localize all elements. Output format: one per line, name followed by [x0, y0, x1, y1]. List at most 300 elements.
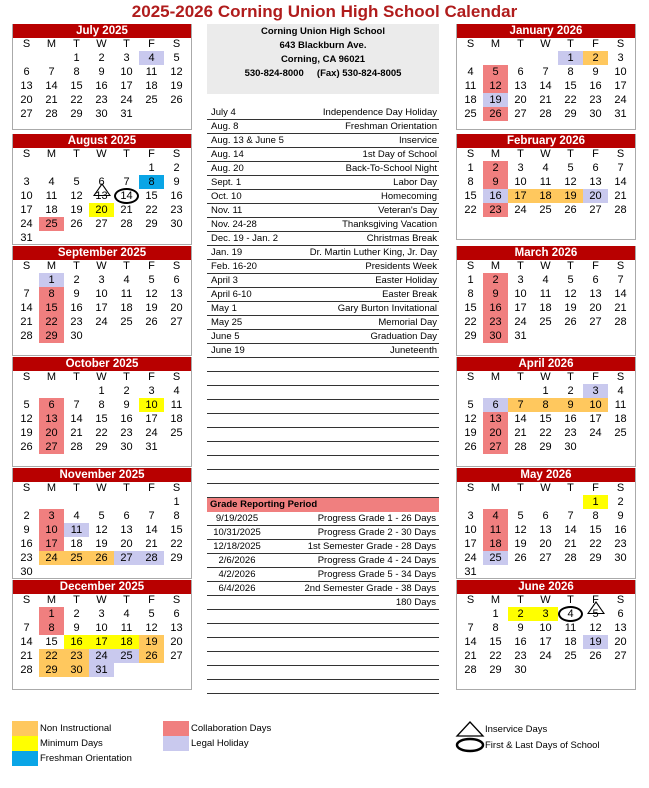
day-cell: 29	[539, 441, 552, 453]
week-row	[14, 649, 191, 663]
week-row	[14, 315, 191, 329]
event-date: Aug. 13 & June 5	[211, 135, 284, 146]
event-date: Aug. 8	[211, 121, 239, 132]
day-cell: 11	[145, 66, 158, 78]
day-cell: 4	[123, 274, 130, 286]
weekday-label: F	[592, 371, 599, 383]
grade-desc: Progress Grade 1 - 26 Days	[317, 513, 436, 524]
weekday-label: S	[616, 260, 625, 272]
day-cell: 11	[614, 399, 627, 411]
weekday-label: S	[22, 371, 31, 383]
weekday-label: S	[466, 38, 475, 50]
day-cell: 28	[614, 316, 627, 328]
event-name: Christmas Break	[366, 233, 437, 244]
day-cell: 26	[70, 218, 83, 230]
day-cell: 17	[95, 302, 108, 314]
event-row	[207, 120, 439, 134]
day-cell: 17	[464, 538, 477, 550]
day-cell: 13	[20, 80, 33, 92]
day-cell: 26	[89, 551, 114, 565]
day-cell: 14	[514, 413, 527, 425]
blank-line	[207, 666, 439, 680]
weekday-label: W	[96, 371, 107, 383]
event-date: April 3	[211, 275, 238, 286]
day-cell: 18	[533, 189, 558, 203]
weekday-label: T	[517, 482, 524, 494]
weekday-label: F	[592, 38, 599, 50]
week-row	[458, 107, 635, 121]
day-cell: 28	[539, 108, 552, 120]
week-row	[458, 79, 635, 93]
day-cell: 3	[583, 384, 608, 398]
blank-line	[207, 638, 439, 652]
day-cell: 22	[145, 204, 158, 216]
day-cell: 24	[145, 427, 158, 439]
day-cell: 8	[492, 622, 499, 634]
day-cell: 5	[467, 399, 474, 411]
day-cell: 1	[173, 496, 180, 508]
weekday-label: T	[567, 260, 574, 272]
event-date: Jan. 19	[211, 247, 243, 258]
day-cell: 21	[614, 190, 627, 202]
weekday-label: F	[592, 260, 599, 272]
blank-line	[207, 456, 439, 470]
day-cell: 23	[514, 650, 527, 662]
week-row	[458, 175, 635, 189]
weekday-row	[14, 371, 191, 384]
event-date: Oct. 10	[211, 191, 242, 202]
day-cell: 18	[120, 302, 133, 314]
day-cell: 7	[48, 66, 55, 78]
day-cell	[39, 161, 64, 175]
weekday-row	[458, 38, 635, 51]
week-row	[458, 51, 635, 65]
day-cell: 5	[517, 510, 524, 522]
day-cell: 26	[564, 204, 577, 216]
day-cell: 30	[20, 566, 33, 578]
day-cell: 8	[39, 621, 64, 635]
day-cell: 24	[514, 204, 527, 216]
day-cell: 30	[64, 663, 89, 677]
month-header: March 2026	[457, 246, 635, 260]
legend-first-last-days: First & Last Days of School	[455, 737, 600, 753]
event-name: Gary Burton Invitational	[337, 303, 437, 314]
week-row	[14, 537, 191, 551]
weekday-label: S	[172, 594, 181, 606]
month-header: September 2025	[13, 246, 191, 260]
day-cell: 16	[170, 190, 183, 202]
day-cell: 24	[539, 650, 552, 662]
week-row	[14, 161, 191, 175]
weekday-label: M	[46, 482, 57, 494]
day-cell: 12	[483, 79, 508, 93]
legend-inservice-days: Inservice Days	[455, 721, 547, 737]
weekday-label: S	[466, 594, 475, 606]
month-header: June 2026	[457, 580, 635, 594]
day-cell: 21	[45, 94, 58, 106]
month-header: May 2026	[457, 468, 635, 482]
weekday-label: T	[73, 260, 80, 272]
day-cell: 6	[173, 608, 180, 620]
weekday-label: S	[172, 260, 181, 272]
weekday-label: F	[148, 38, 155, 50]
weekday-row	[458, 594, 635, 607]
day-cell: 1	[148, 162, 155, 174]
day-cell	[89, 495, 114, 509]
day-cell: 14	[614, 288, 627, 300]
blank-line	[207, 680, 439, 694]
weekday-label: M	[46, 148, 57, 160]
day-cell: 11	[539, 176, 552, 188]
day-cell: 13	[120, 524, 133, 536]
day-cell: 12	[589, 622, 602, 634]
day-cell: 22	[39, 315, 64, 329]
day-cell: 11	[539, 288, 552, 300]
event-date: July 4	[211, 107, 236, 118]
day-cell: 7	[23, 622, 30, 634]
day-cell: 9	[617, 510, 624, 522]
day-cell: 8	[592, 510, 599, 522]
event-name: Thanksgiving Vacation	[342, 219, 437, 230]
weekday-label: S	[616, 594, 625, 606]
day-cell: 21	[120, 204, 133, 216]
grade-desc: 1st Semester Grade - 28 Days	[307, 541, 436, 552]
day-cell	[164, 231, 189, 245]
day-cell: 1	[467, 162, 474, 174]
event-name: Independence Day Holiday	[322, 107, 437, 118]
day-cell: 3	[123, 52, 130, 64]
day-cell: 31	[145, 441, 158, 453]
day-cell: 9	[98, 66, 105, 78]
day-cell: 23	[70, 316, 83, 328]
day-cell: 20	[170, 636, 183, 648]
day-cell: 27	[514, 108, 527, 120]
day-cell: 7	[73, 399, 80, 411]
day-cell: 29	[39, 329, 64, 343]
day-cell: 9	[483, 287, 508, 301]
day-cell: 29	[170, 552, 183, 564]
day-cell	[458, 384, 483, 398]
weekday-row	[14, 38, 191, 51]
day-cell: 7	[23, 288, 30, 300]
day-cell: 5	[173, 52, 180, 64]
week-row	[14, 607, 191, 621]
grade-reporting	[207, 498, 439, 694]
day-cell: 23	[483, 315, 508, 329]
event-date: Nov. 11	[211, 205, 243, 216]
day-cell	[583, 663, 608, 677]
day-cell: 2	[73, 274, 80, 286]
event-row	[207, 218, 439, 232]
day-cell: 23	[170, 204, 183, 216]
day-cell: 26	[20, 441, 33, 453]
event-name: Homecoming	[381, 191, 437, 202]
day-cell: 12	[170, 66, 183, 78]
day-cell: 6	[123, 510, 130, 522]
day-cell: 29	[564, 108, 577, 120]
weekday-label: W	[540, 260, 551, 272]
blank-line	[207, 624, 439, 638]
day-cell: 17	[539, 636, 552, 648]
day-cell: 27	[170, 650, 183, 662]
event-row	[207, 190, 439, 204]
week-row	[458, 93, 635, 107]
day-cell	[608, 663, 633, 677]
day-cell: 27	[20, 108, 33, 120]
day-cell: 22	[95, 427, 108, 439]
weekday-label: M	[490, 482, 501, 494]
weekday-label: T	[517, 594, 524, 606]
day-cell: 3	[98, 274, 105, 286]
week-row	[14, 398, 191, 412]
weekday-row	[458, 260, 635, 273]
day-cell	[39, 51, 64, 65]
day-cell: 28	[139, 551, 164, 565]
month-header: November 2025	[13, 468, 191, 482]
weekday-label: W	[540, 38, 551, 50]
day-cell	[64, 161, 89, 175]
day-cell: 14	[20, 302, 33, 314]
events-list	[207, 106, 439, 498]
week-row	[458, 301, 635, 315]
day-cell: 12	[564, 288, 577, 300]
day-cell: 24	[89, 649, 114, 663]
event-row	[207, 302, 439, 316]
day-cell	[114, 565, 139, 579]
weekday-label: T	[123, 594, 130, 606]
day-cell: 16	[589, 80, 602, 92]
blank-line	[207, 386, 439, 400]
school-address: 643 Blackburn Ave.	[279, 40, 367, 51]
day-cell	[483, 51, 508, 65]
day-cell: 12	[145, 622, 158, 634]
month-header: October 2025	[13, 357, 191, 371]
grade-date: 10/31/2025	[213, 527, 261, 538]
day-cell: 19	[70, 204, 83, 216]
day-cell: 15	[564, 80, 577, 92]
day-cell: 13	[514, 80, 527, 92]
day-cell: 5	[73, 176, 80, 188]
week-row	[458, 663, 635, 677]
event-row	[207, 330, 439, 344]
day-cell: 22	[464, 316, 477, 328]
day-cell: 16	[483, 301, 508, 315]
event-row	[207, 246, 439, 260]
day-cell: 3	[467, 510, 474, 522]
event-row	[207, 344, 439, 358]
weekday-label: T	[123, 38, 130, 50]
day-cell: 24	[95, 316, 108, 328]
grade-desc: 2nd Semester Grade - 38 Days	[304, 583, 436, 594]
day-cell: 7	[567, 510, 574, 522]
event-date: May 1	[211, 303, 237, 314]
day-cell: 16	[514, 636, 527, 648]
day-cell	[583, 565, 608, 579]
weekday-label: T	[517, 38, 524, 50]
day-cell	[139, 107, 164, 121]
month-1	[12, 134, 192, 245]
day-cell	[164, 663, 189, 677]
day-cell: 14	[614, 176, 627, 188]
day-cell: 7	[467, 622, 474, 634]
day-cell: 7	[508, 398, 533, 412]
month-3	[12, 357, 192, 467]
day-cell: 1	[492, 608, 499, 620]
day-cell	[458, 51, 483, 65]
day-cell: 14	[114, 189, 139, 203]
day-cell: 26	[483, 107, 508, 121]
event-name: Dr. Martin Luther King, Jr. Day	[309, 247, 437, 258]
day-cell: 24	[20, 218, 33, 230]
day-cell	[483, 495, 508, 509]
day-cell: 6	[173, 274, 180, 286]
day-cell: 27	[114, 551, 139, 565]
day-cell: 19	[483, 93, 508, 107]
day-cell: 20	[120, 538, 133, 550]
day-cell: 7	[123, 176, 130, 188]
weekday-label: M	[46, 260, 57, 272]
day-cell: 28	[20, 664, 33, 676]
day-cell: 11	[170, 399, 183, 411]
day-cell: 17	[514, 302, 527, 314]
blank-line	[207, 470, 439, 484]
day-cell: 26	[589, 650, 602, 662]
weekday-row	[458, 482, 635, 495]
day-cell: 4	[617, 385, 624, 397]
week-row	[14, 384, 191, 398]
grade-date: 9/19/2025	[215, 513, 259, 524]
day-cell	[508, 495, 533, 509]
weekday-label: T	[517, 260, 524, 272]
day-cell: 17	[508, 189, 533, 203]
day-cell	[139, 495, 164, 509]
day-cell: 27	[95, 218, 108, 230]
blank-line	[207, 442, 439, 456]
day-cell: 11	[45, 190, 58, 202]
month-2	[12, 246, 192, 356]
day-cell: 17	[589, 413, 602, 425]
day-cell: 30	[514, 664, 527, 676]
day-cell: 20	[514, 94, 527, 106]
weekday-label: S	[22, 38, 31, 50]
day-cell: 3	[617, 52, 624, 64]
weekday-label: S	[22, 148, 31, 160]
event-row	[207, 176, 439, 190]
day-cell	[164, 440, 189, 454]
day-cell: 20	[20, 94, 33, 106]
grade-row	[207, 512, 439, 526]
event-name: Graduation Day	[370, 331, 437, 342]
day-cell: 18	[145, 80, 158, 92]
day-cell: 19	[145, 302, 158, 314]
week-row	[458, 287, 635, 301]
week-row	[458, 621, 635, 635]
school-name: Corning Union High School	[260, 26, 385, 37]
weekday-label: F	[592, 482, 599, 494]
day-cell: 28	[564, 552, 577, 564]
day-cell: 30	[95, 108, 108, 120]
event-date: Dec. 19 - Jan. 2	[211, 233, 279, 244]
grade-row	[207, 582, 439, 596]
day-cell: 24	[39, 551, 64, 565]
day-cell	[533, 663, 558, 677]
day-cell: 6	[542, 510, 549, 522]
day-cell: 24	[589, 427, 602, 439]
week-row	[458, 189, 635, 203]
day-cell: 10	[614, 66, 627, 78]
day-cell: 21	[564, 538, 577, 550]
day-cell	[558, 565, 583, 579]
weekday-row	[14, 482, 191, 495]
event-name: 1st Day of School	[362, 149, 437, 160]
day-cell: 18	[614, 413, 627, 425]
day-cell: 19	[514, 538, 527, 550]
day-cell: 1	[542, 385, 549, 397]
day-cell: 15	[95, 413, 108, 425]
day-cell: 16	[95, 80, 108, 92]
day-cell: 1	[98, 385, 105, 397]
day-cell: 6	[98, 176, 105, 188]
day-cell: 20	[539, 538, 552, 550]
week-row	[14, 551, 191, 565]
day-cell: 5	[567, 274, 574, 286]
day-cell: 8	[533, 398, 558, 412]
day-cell: 18	[483, 537, 508, 551]
day-cell: 24	[614, 94, 627, 106]
day-cell: 16	[614, 524, 627, 536]
day-cell: 10	[95, 622, 108, 634]
blank-line	[207, 400, 439, 414]
weekday-label: M	[490, 148, 501, 160]
weekday-label: S	[22, 482, 31, 494]
page-title: 2025-2026 Corning Union High School Calendar	[131, 2, 518, 21]
grade-row	[207, 596, 439, 610]
weekday-label: S	[466, 371, 475, 383]
week-row	[14, 93, 191, 107]
day-cell: 22	[539, 427, 552, 439]
day-cell: 3	[533, 607, 558, 621]
day-cell: 27	[539, 552, 552, 564]
event-name: Presidents Week	[365, 261, 437, 272]
blank-line	[207, 358, 439, 372]
weekday-label: S	[616, 371, 625, 383]
weekday-label: S	[172, 148, 181, 160]
grade-date: 2/6/2026	[218, 555, 256, 566]
week-row	[14, 203, 191, 217]
day-cell	[114, 495, 139, 509]
day-cell: 15	[539, 413, 552, 425]
blank-line	[207, 428, 439, 442]
day-cell: 14	[464, 636, 477, 648]
day-cell: 3	[39, 509, 64, 523]
weekday-label: W	[96, 148, 107, 160]
day-cell: 6	[517, 66, 524, 78]
day-cell: 16	[20, 538, 33, 550]
day-cell: 9	[558, 398, 583, 412]
day-cell: 17	[614, 80, 627, 92]
day-cell: 17	[89, 635, 114, 649]
day-cell: 25	[464, 108, 477, 120]
day-cell: 19	[95, 538, 108, 550]
day-cell: 26	[139, 649, 164, 663]
week-row	[458, 551, 635, 565]
day-cell: 10	[95, 288, 108, 300]
day-cell: 11	[120, 622, 133, 634]
event-row	[207, 232, 439, 246]
event-row	[207, 316, 439, 330]
day-cell: 2	[23, 510, 30, 522]
weekday-label: S	[172, 482, 181, 494]
